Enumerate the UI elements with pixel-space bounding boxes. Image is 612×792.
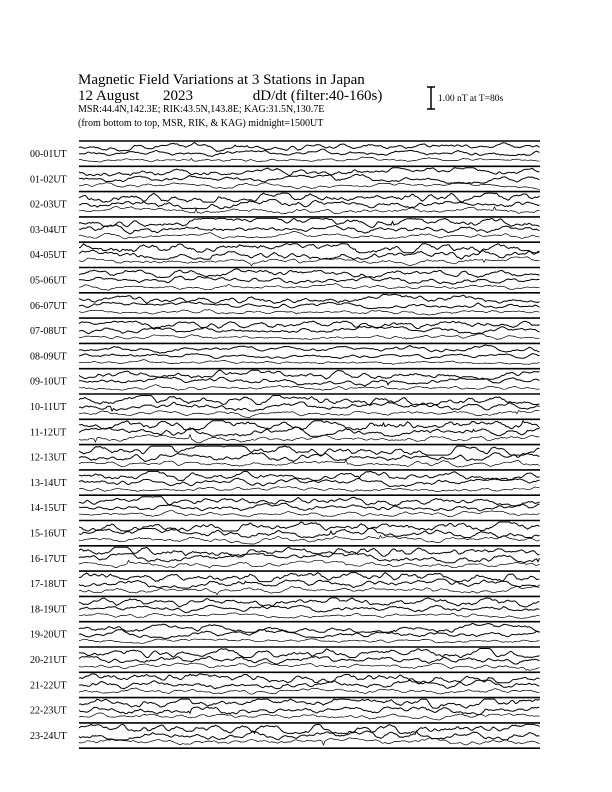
- trace-rik: [79, 579, 540, 588]
- hour-label: 03-04UT: [30, 224, 67, 236]
- hour-label: 06-07UT: [30, 300, 67, 312]
- trace-kag: [79, 613, 540, 619]
- hour-label: 21-22UT: [30, 680, 67, 692]
- hour-label: 20-21UT: [30, 655, 67, 666]
- trace-kag: [79, 738, 540, 745]
- trace-rik: [79, 250, 540, 259]
- trace-msr: [79, 699, 540, 708]
- hour-label: 04-05UT: [30, 250, 67, 262]
- date-day: 12: [78, 88, 93, 104]
- trace-rik: [79, 529, 540, 538]
- trace-rik: [79, 149, 540, 156]
- date-year: 2023: [163, 88, 194, 104]
- trace-rik: [79, 402, 540, 411]
- order-text: (from bottom to top, MSR, RIK, & KAG): [78, 118, 246, 129]
- trace-kag: [79, 310, 540, 315]
- trace-rik: [79, 326, 540, 334]
- hour-label: 05-06UT: [30, 275, 67, 287]
- trace-rik: [79, 503, 540, 511]
- trace-msr: [79, 724, 540, 733]
- trace-msr: [79, 522, 540, 531]
- trace-msr: [79, 143, 540, 152]
- trace-rik: [79, 605, 540, 613]
- trace-rik: [79, 478, 540, 487]
- trace-msr: [79, 168, 540, 176]
- trace-msr: [79, 624, 540, 633]
- trace-msr: [79, 370, 540, 379]
- trace-msr: [79, 321, 540, 329]
- hour-label: 00-01UT: [30, 149, 67, 160]
- stations-coordinates: MSR:44.4N,142.3E; RIK:43.5N,143.8E; KAG:31.5N,130.7E: [78, 104, 325, 115]
- hour-label: 07-08UT: [30, 326, 67, 338]
- hour-label: 11-12UT: [30, 427, 67, 439]
- filter-label: (filter:40-160s): [290, 88, 383, 104]
- trace-kag: [79, 639, 540, 644]
- hour-label: 02-03UT: [30, 199, 67, 211]
- trace-msr: [79, 649, 540, 658]
- trace-msr: [79, 674, 540, 683]
- trace-rik: [79, 453, 540, 462]
- scale-label: 1.00 nT at T=80s: [438, 94, 504, 104]
- trace-rik: [79, 731, 540, 740]
- hour-label: 10-11UT: [30, 402, 67, 413]
- hour-label: 13-14UT: [30, 477, 67, 489]
- trace-kag: [79, 284, 540, 291]
- trace-msr: [79, 193, 540, 202]
- trace-msr: [79, 244, 540, 253]
- trace-kag: [79, 688, 540, 694]
- hour-label: 01-02UT: [30, 174, 67, 186]
- hour-label: 17-18UT: [30, 579, 67, 591]
- trace-kag: [79, 587, 540, 595]
- trace-kag: [79, 385, 540, 391]
- hour-label: 12-13UT: [30, 452, 67, 464]
- hour-label: 18-19UT: [30, 604, 67, 616]
- trace-msr: [79, 269, 540, 278]
- hour-label: 16-17UT: [30, 553, 67, 565]
- trace-kag: [79, 206, 540, 214]
- trace-rik: [79, 554, 540, 563]
- trace-msr: [79, 573, 540, 582]
- trace-rik: [79, 377, 540, 386]
- trace-kag: [79, 663, 540, 671]
- trace-msr: [79, 294, 540, 303]
- trace-kag: [79, 487, 540, 492]
- trace-kag: [79, 410, 540, 417]
- trace-msr: [79, 345, 540, 353]
- trace-kag: [79, 334, 540, 340]
- trace-rik: [79, 707, 540, 715]
- hour-label: 09-10UT: [30, 376, 67, 388]
- midnight-text: midnight=1500UT: [248, 118, 324, 129]
- trace-rik: [79, 276, 540, 284]
- trace-kag: [79, 231, 540, 238]
- trace-msr: [79, 497, 540, 506]
- trace-msr: [79, 547, 540, 556]
- trace-rik: [79, 680, 540, 689]
- hour-label: 19-20UT: [30, 629, 67, 641]
- chart-title: Magnetic Field Variations at 3 Stations in Japan: [78, 72, 365, 88]
- trace-rik: [79, 174, 540, 183]
- trace-msr: [79, 396, 540, 405]
- trace-rik: [79, 225, 540, 234]
- date-month: August: [95, 88, 140, 104]
- trace-kag: [79, 360, 540, 365]
- trace-msr: [79, 421, 540, 430]
- hour-label: 14-15UT: [30, 503, 67, 515]
- trace-rik: [79, 354, 540, 359]
- trace-kag: [79, 157, 540, 162]
- trace-msr: [79, 218, 540, 227]
- hour-label: 23-24UT: [30, 730, 67, 742]
- hour-label: 15-16UT: [30, 528, 67, 540]
- hour-label: 08-09UT: [30, 351, 67, 363]
- quantity-label: dD/dt: [252, 88, 287, 104]
- trace-msr: [79, 446, 540, 455]
- hour-label: 22-23UT: [30, 705, 67, 717]
- trace-kag: [79, 511, 540, 517]
- trace-rik: [79, 630, 540, 639]
- trace-msr: [79, 598, 540, 607]
